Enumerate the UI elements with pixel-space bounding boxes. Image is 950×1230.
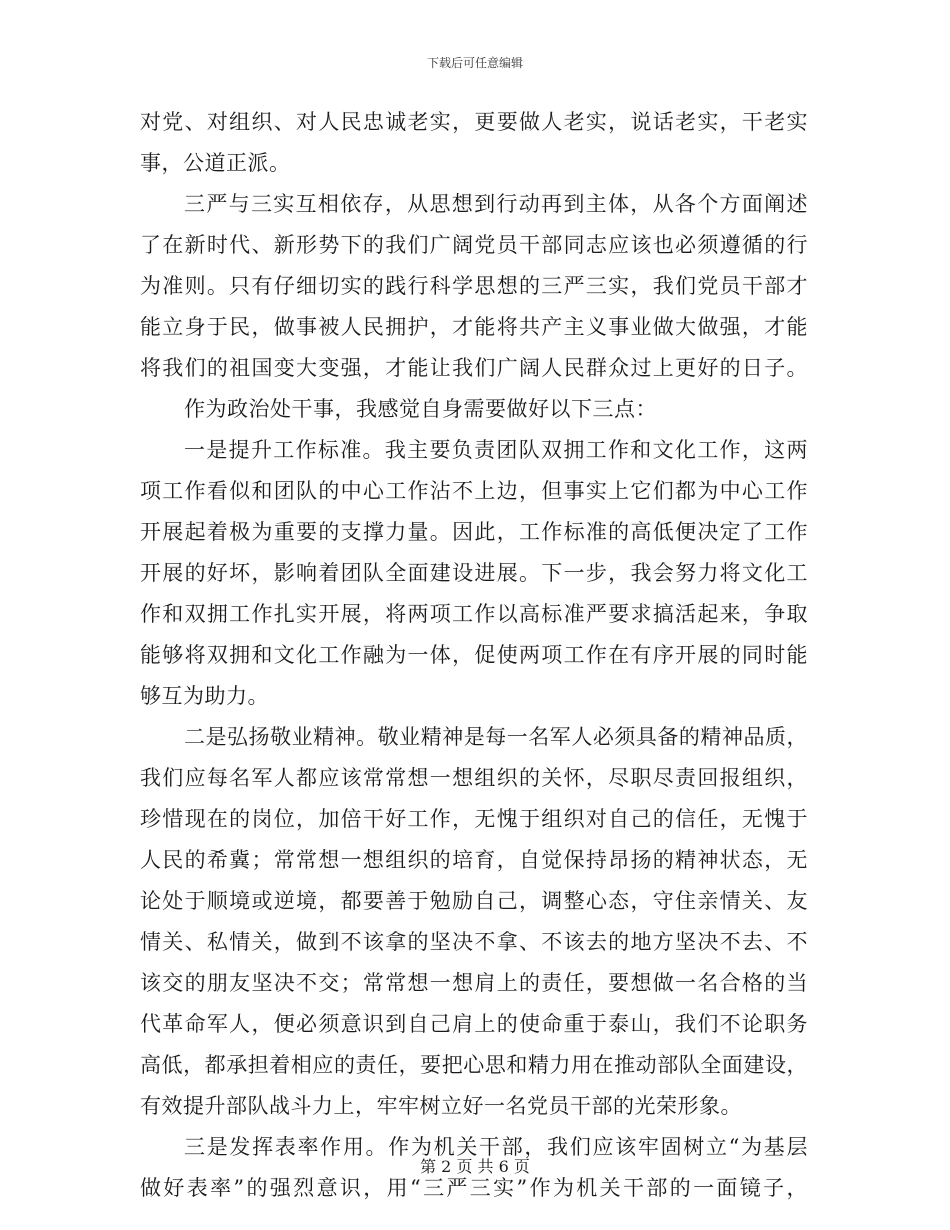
body-line: 项工作看似和团队的中心工作沾不上边，但事实上它们都为中心工作: [140, 479, 808, 503]
body-line: 做好表率”的强烈意识，用“三严三实”作为机关干部的一面镜子，: [140, 1176, 808, 1200]
body-text: [140, 102, 808, 1209]
body-line: 一是提升工作标准。我主要负责团队双拥工作和文化工作，这两: [184, 438, 808, 462]
body-line: 作为政治处干事，我感觉自身需要做好以下三点：: [184, 397, 657, 421]
body-line: 人民的希冀；常常想一想组织的培育，自觉保持昂扬的精神状态，无: [140, 848, 808, 872]
body-line: 开展起着极为重要的支撑力量。因此，工作标准的高低便决定了工作: [140, 520, 808, 544]
body-line: 有效提升部队战斗力上，牢牢树立好一名党员干部的光荣形象。: [140, 1094, 742, 1118]
body-line: 我们应每名军人都应该常常想一想组织的关怀，尽职尽责回报组织，: [140, 766, 808, 790]
body-line: 二是弘扬敬业精神。敬业精神是每一名军人必须具备的精神品质，: [184, 725, 808, 749]
body-line: 论处于顺境或逆境，都要善于勉励自己，调整心态，守住亲情关、友: [140, 889, 808, 913]
body-line: 情关、私情关，做到不该拿的坚决不拿、不该去的地方坚决不去、不: [140, 930, 808, 954]
body-line: 对党、对组织、对人民忠诚老实，更要做人老实，说话老实，干老实: [140, 110, 808, 134]
body-line: 三严与三实互相依存，从思想到行动再到主体，从各个方面阐述: [184, 192, 808, 216]
body-line: 作和双拥工作扎实开展，将两项工作以高标准严要求搞活起来，争取: [140, 602, 808, 626]
page-number-footer: 第 2 页 共 6 页: [420, 1157, 530, 1176]
body-line: 高低，都承担着相应的责任，要把心思和精力用在推动部队全面建设，: [140, 1053, 808, 1077]
body-line: 该交的朋友坚决不交；常常想一想肩上的责任，要想做一名合格的当: [140, 971, 808, 995]
body-line: 三是发挥表率作用。作为机关干部，我们应该牢固树立“为基层: [184, 1135, 808, 1159]
page-header-note: 下载后可任意编辑: [426, 56, 523, 70]
body-line: 代革命军人，便必须意识到自己肩上的使命重于泰山，我们不论职务: [140, 1012, 808, 1036]
body-line: 够互为助力。: [140, 684, 269, 708]
body-line: 为准则。只有仔细切实的践行科学思想的三严三实，我们党员干部才: [140, 274, 808, 298]
body-line: 能够将双拥和文化工作融为一体，促使两项工作在有序开展的同时能: [140, 643, 808, 667]
body-line: 珍惜现在的岗位，加倍干好工作，无愧于组织对自己的信任，无愧于: [140, 807, 808, 831]
body-line: 开展的好坏，影响着团队全面建设进展。下一步，我会努力将文化工: [140, 561, 808, 585]
body-line: 将我们的祖国变大变强，才能让我们广阔人民群众过上更好的日子。: [140, 356, 808, 380]
body-line: 事，公道正派。: [140, 151, 291, 175]
body-line: 能立身于民，做事被人民拥护，才能将共产主义事业做大做强，才能: [140, 315, 808, 339]
body-line: 了在新时代、新形势下的我们广阔党员干部同志应该也必须遵循的行: [140, 233, 808, 257]
